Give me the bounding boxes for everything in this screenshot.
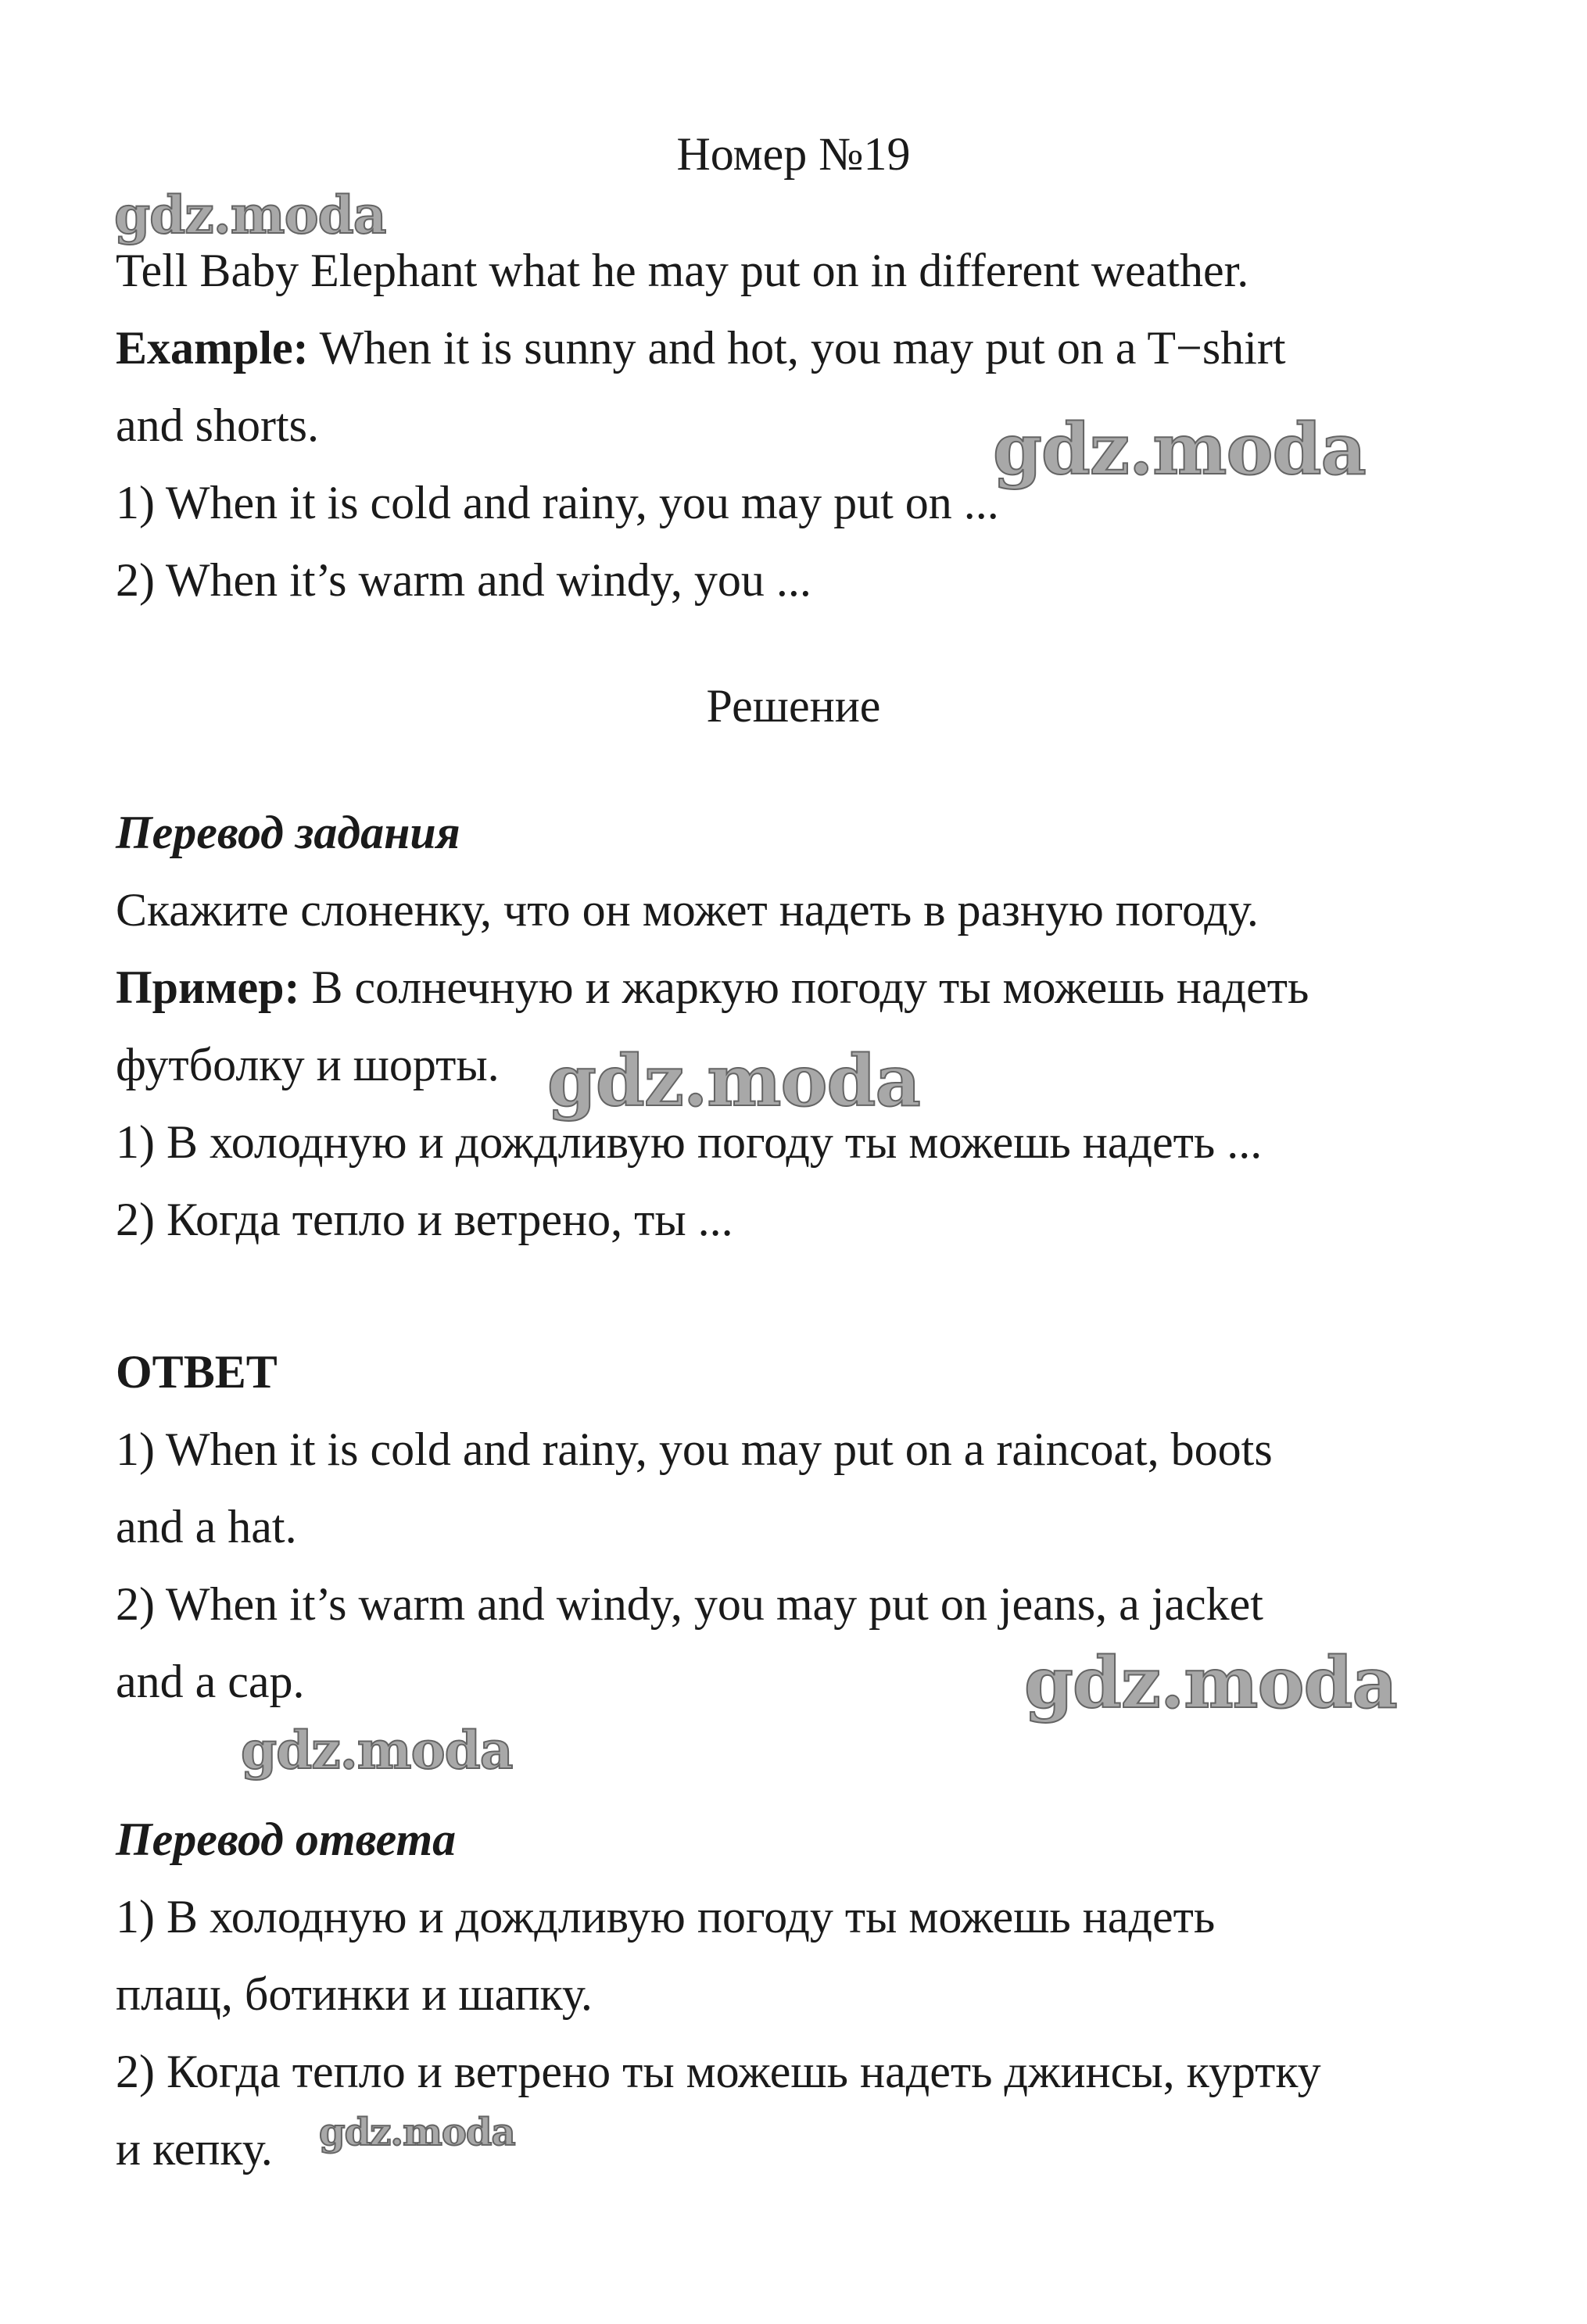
task-translation-heading: Перевод задания	[116, 807, 460, 858]
example-label: Example:	[116, 322, 309, 374]
task-translation-item-2: 2) Когда тепло и ветрено, ты ...	[116, 1194, 733, 1245]
answer-item-2-line-1: 2) When it’s warm and windy, you may put on jeans, a jacket	[116, 1578, 1263, 1630]
answer-item-1-line-2: and a hat.	[116, 1501, 297, 1552]
translation-example-text: В солнечную и жаркую погоду ты можешь надеть	[299, 961, 1309, 1013]
watermark: gdz.moda	[114, 184, 386, 245]
watermark: gdz.moda	[993, 408, 1366, 491]
answer-translation-item-1-line-1: 1) В холодную и дождливую погоду ты можешь надеть	[116, 1891, 1216, 1943]
watermark: gdz.moda	[547, 1040, 920, 1123]
answer-item-2-line-2: and a cap.	[116, 1656, 305, 1707]
answer-item-1-line-1: 1) When it is cold and rainy, you may put on a raincoat, boots	[116, 1423, 1273, 1475]
watermark: gdz.moda	[1024, 1642, 1397, 1724]
task-item-2: 2) When it’s warm and windy, you ...	[116, 554, 811, 606]
example-text: When it is sunny and hot, you may put on a T−shirt	[308, 322, 1286, 374]
answer-translation-item-2-line-1: 2) Когда тепло и ветрено ты можешь надеть джинсы, куртку	[116, 2046, 1321, 2097]
answer-heading: ОТВЕТ	[116, 1346, 278, 1398]
page-title: Номер №19	[676, 128, 911, 180]
task-item-1: 1) When it is cold and rainy, you may put on ...	[116, 477, 999, 528]
solution-heading: Решение	[706, 680, 881, 732]
watermark: gdz.moda	[319, 2111, 515, 2154]
task-translation-instruction: Скажите слоненку, что он может надеть в разную погоду.	[116, 884, 1259, 936]
task-instruction: Tell Baby Elephant what he may put on in different weather.	[116, 245, 1249, 296]
task-translation-example-line-2: футболку и шорты.	[116, 1039, 500, 1090]
watermark: gdz.moda	[241, 1720, 513, 1781]
answer-translation-heading: Перевод ответа	[116, 1814, 457, 1865]
answer-translation-item-1-line-2: плащ, ботинки и шапку.	[116, 1968, 593, 2020]
translation-example-label: Пример:	[116, 961, 300, 1013]
task-translation-item-1: 1) В холодную и дождливую погоду ты можешь надеть ...	[116, 1116, 1263, 1168]
answer-translation-item-2-line-2: и кепку.	[116, 2123, 273, 2175]
task-example-line-1	[116, 320, 1286, 375]
task-translation-example-line-1	[116, 960, 1309, 1015]
task-example-line-2: and shorts.	[116, 399, 319, 451]
